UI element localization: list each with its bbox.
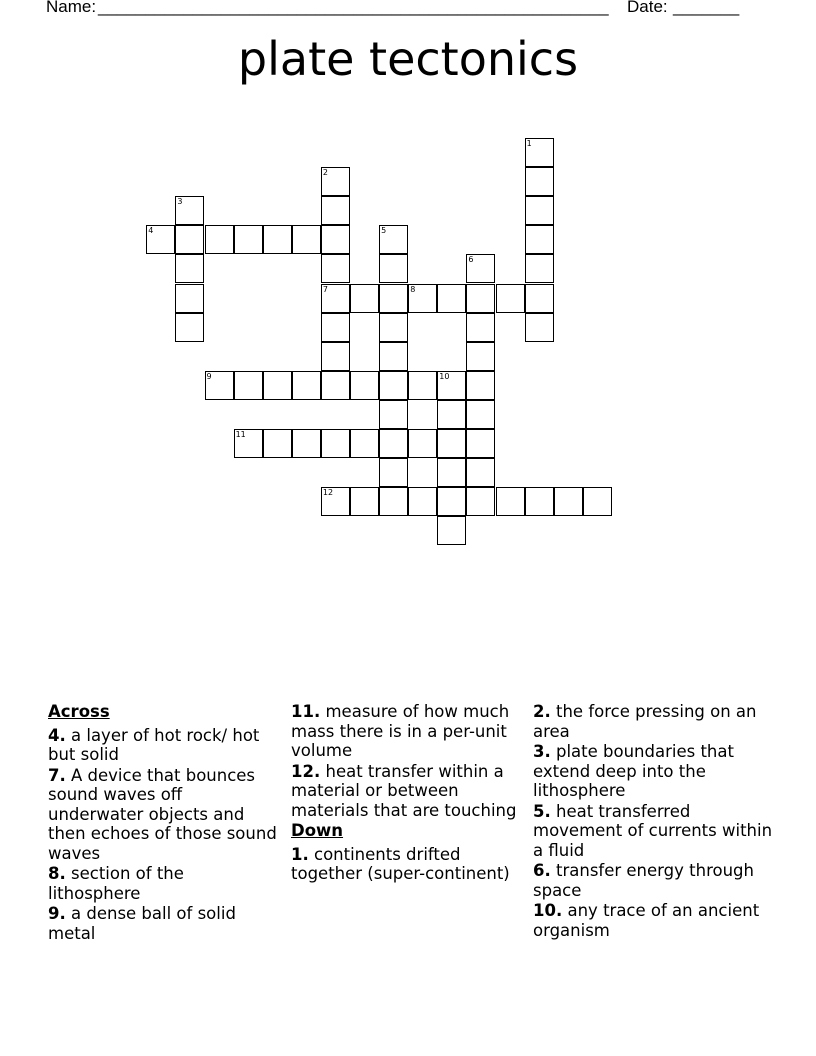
crossword-cell[interactable] xyxy=(525,313,554,342)
crossword-cell[interactable] xyxy=(466,284,495,313)
crossword-cell[interactable] xyxy=(525,167,554,196)
crossword-cell[interactable] xyxy=(379,458,408,487)
crossword-cell[interactable] xyxy=(408,371,437,400)
crossword-cell[interactable] xyxy=(379,371,408,400)
crossword-cell[interactable] xyxy=(234,429,263,458)
crossword-cell[interactable] xyxy=(466,458,495,487)
clue-across-7: 7. A device that bounces sound waves off underwater objects and then echoes of those sound waves xyxy=(48,765,277,863)
date-label: Date: xyxy=(627,0,668,16)
clue-number: 5 xyxy=(381,226,387,236)
crossword-cell[interactable] xyxy=(379,254,408,283)
clue-down-6: 6. transfer energy through space xyxy=(533,861,754,900)
crossword-cell[interactable] xyxy=(496,284,525,313)
crossword-cell[interactable] xyxy=(408,284,437,313)
crossword-cell[interactable] xyxy=(321,196,350,225)
clue-number: 9 xyxy=(206,371,212,381)
crossword-cell[interactable] xyxy=(525,196,554,225)
crossword-cell[interactable] xyxy=(234,371,263,400)
clue-number: 4 xyxy=(148,226,154,236)
clue-number: 7 xyxy=(322,284,328,294)
crossword-cell[interactable] xyxy=(263,371,292,400)
name-field[interactable]: ______________________________________________________ xyxy=(98,0,609,16)
crossword-cell[interactable] xyxy=(175,196,204,225)
crossword-cell[interactable] xyxy=(350,487,379,516)
crossword-cell[interactable] xyxy=(292,225,321,254)
crossword-cell[interactable] xyxy=(583,487,612,516)
clue-down-2: 2. the force pressing on an area xyxy=(533,702,757,741)
crossword-cell[interactable] xyxy=(175,254,204,283)
crossword-cell[interactable] xyxy=(292,371,321,400)
crossword-cell[interactable] xyxy=(437,371,466,400)
clues-column-1 xyxy=(48,702,278,944)
crossword-cell[interactable] xyxy=(263,225,292,254)
crossword-cell[interactable] xyxy=(554,487,583,516)
clue-across-12: 12. heat transfer within a material or between materials that are touching xyxy=(291,761,517,820)
crossword-cell[interactable] xyxy=(466,400,495,429)
crossword-cell[interactable] xyxy=(321,167,350,196)
crossword-cell[interactable] xyxy=(379,225,408,254)
crossword-cell[interactable] xyxy=(175,313,204,342)
crossword-cell[interactable] xyxy=(525,225,554,254)
clue-down-1: 1. continents drifted together (super-continent) xyxy=(291,844,510,883)
crossword-cell[interactable] xyxy=(379,400,408,429)
crossword-cell[interactable] xyxy=(437,516,466,545)
crossword-cell[interactable] xyxy=(175,225,204,254)
crossword-cell[interactable] xyxy=(379,487,408,516)
crossword-cell[interactable] xyxy=(321,342,350,371)
crossword-cell[interactable] xyxy=(321,254,350,283)
crossword-cell[interactable] xyxy=(525,254,554,283)
clue-down-3: 3. plate boundaries that extend deep into the lithosphere xyxy=(533,742,734,800)
crossword-cell[interactable] xyxy=(321,284,350,313)
page-title: plate tectonics xyxy=(237,32,579,86)
clue-number: 1 xyxy=(526,139,532,148)
crossword-cell[interactable] xyxy=(379,313,408,342)
crossword-cell[interactable] xyxy=(379,342,408,371)
crossword-cell[interactable] xyxy=(205,371,234,400)
clue-across-8: 8. section of the lithosphere xyxy=(48,864,184,903)
crossword-cell[interactable] xyxy=(350,284,379,313)
crossword-cell[interactable] xyxy=(525,284,554,313)
crossword-cell[interactable] xyxy=(466,254,495,283)
crossword-cell[interactable] xyxy=(437,429,466,458)
crossword-cell[interactable] xyxy=(350,429,379,458)
crossword-cell[interactable] xyxy=(379,429,408,458)
crossword-cell[interactable] xyxy=(234,225,263,254)
clues-column-3 xyxy=(533,702,773,941)
clue-down-5: 5. heat transferred movement of currents within a fluid xyxy=(533,801,773,860)
clue-down-10: 10. any trace of an ancient organism xyxy=(533,901,760,940)
crossword-cell[interactable] xyxy=(263,429,292,458)
clue-number: 12 xyxy=(322,488,334,498)
clue-number: 10 xyxy=(439,371,450,381)
across-heading: Across xyxy=(48,702,110,721)
crossword-cell[interactable] xyxy=(321,225,350,254)
crossword-cell[interactable] xyxy=(408,487,437,516)
down-heading: Down xyxy=(291,821,344,840)
crossword-cell[interactable] xyxy=(466,487,495,516)
crossword-cell[interactable] xyxy=(525,487,554,516)
crossword-cell[interactable] xyxy=(437,400,466,429)
crossword-cell[interactable] xyxy=(205,225,234,254)
clue-number: 11 xyxy=(235,430,246,439)
crossword-cell[interactable] xyxy=(175,284,204,313)
crossword-cell[interactable] xyxy=(466,371,495,400)
crossword-cell[interactable] xyxy=(466,429,495,458)
crossword-cell[interactable] xyxy=(466,342,495,371)
crossword-cell[interactable] xyxy=(321,371,350,400)
crossword-cell[interactable] xyxy=(466,313,495,342)
clue-number: 2 xyxy=(322,168,328,178)
date-field[interactable]: _______ xyxy=(673,0,740,16)
name-label: Name: xyxy=(46,0,97,16)
crossword-cell[interactable] xyxy=(525,138,554,167)
clue-number: 8 xyxy=(410,284,416,294)
clue-across-11: 11. measure of how much mass there is in a per-unit volume xyxy=(291,702,510,760)
crossword-cell[interactable] xyxy=(350,371,379,400)
crossword-cell[interactable] xyxy=(437,487,466,516)
crossword-cell[interactable] xyxy=(292,429,321,458)
crossword-cell[interactable] xyxy=(379,284,408,313)
crossword-cell[interactable] xyxy=(146,225,175,254)
clue-number: 3 xyxy=(177,197,183,207)
crossword-cell[interactable] xyxy=(496,487,525,516)
clues-column-2 xyxy=(291,702,521,885)
crossword-cell[interactable] xyxy=(321,313,350,342)
crossword-cell[interactable] xyxy=(321,429,350,458)
crossword-cell[interactable] xyxy=(437,458,466,487)
clue-across-4: 4. a layer of hot rock/ hot but solid xyxy=(48,725,260,764)
clue-across-9: 9. a dense ball of solid metal xyxy=(48,904,236,943)
crossword-cell[interactable] xyxy=(321,487,350,516)
clue-number: 6 xyxy=(468,255,474,265)
crossword-cell[interactable] xyxy=(408,429,437,458)
crossword-cell[interactable] xyxy=(437,284,466,313)
